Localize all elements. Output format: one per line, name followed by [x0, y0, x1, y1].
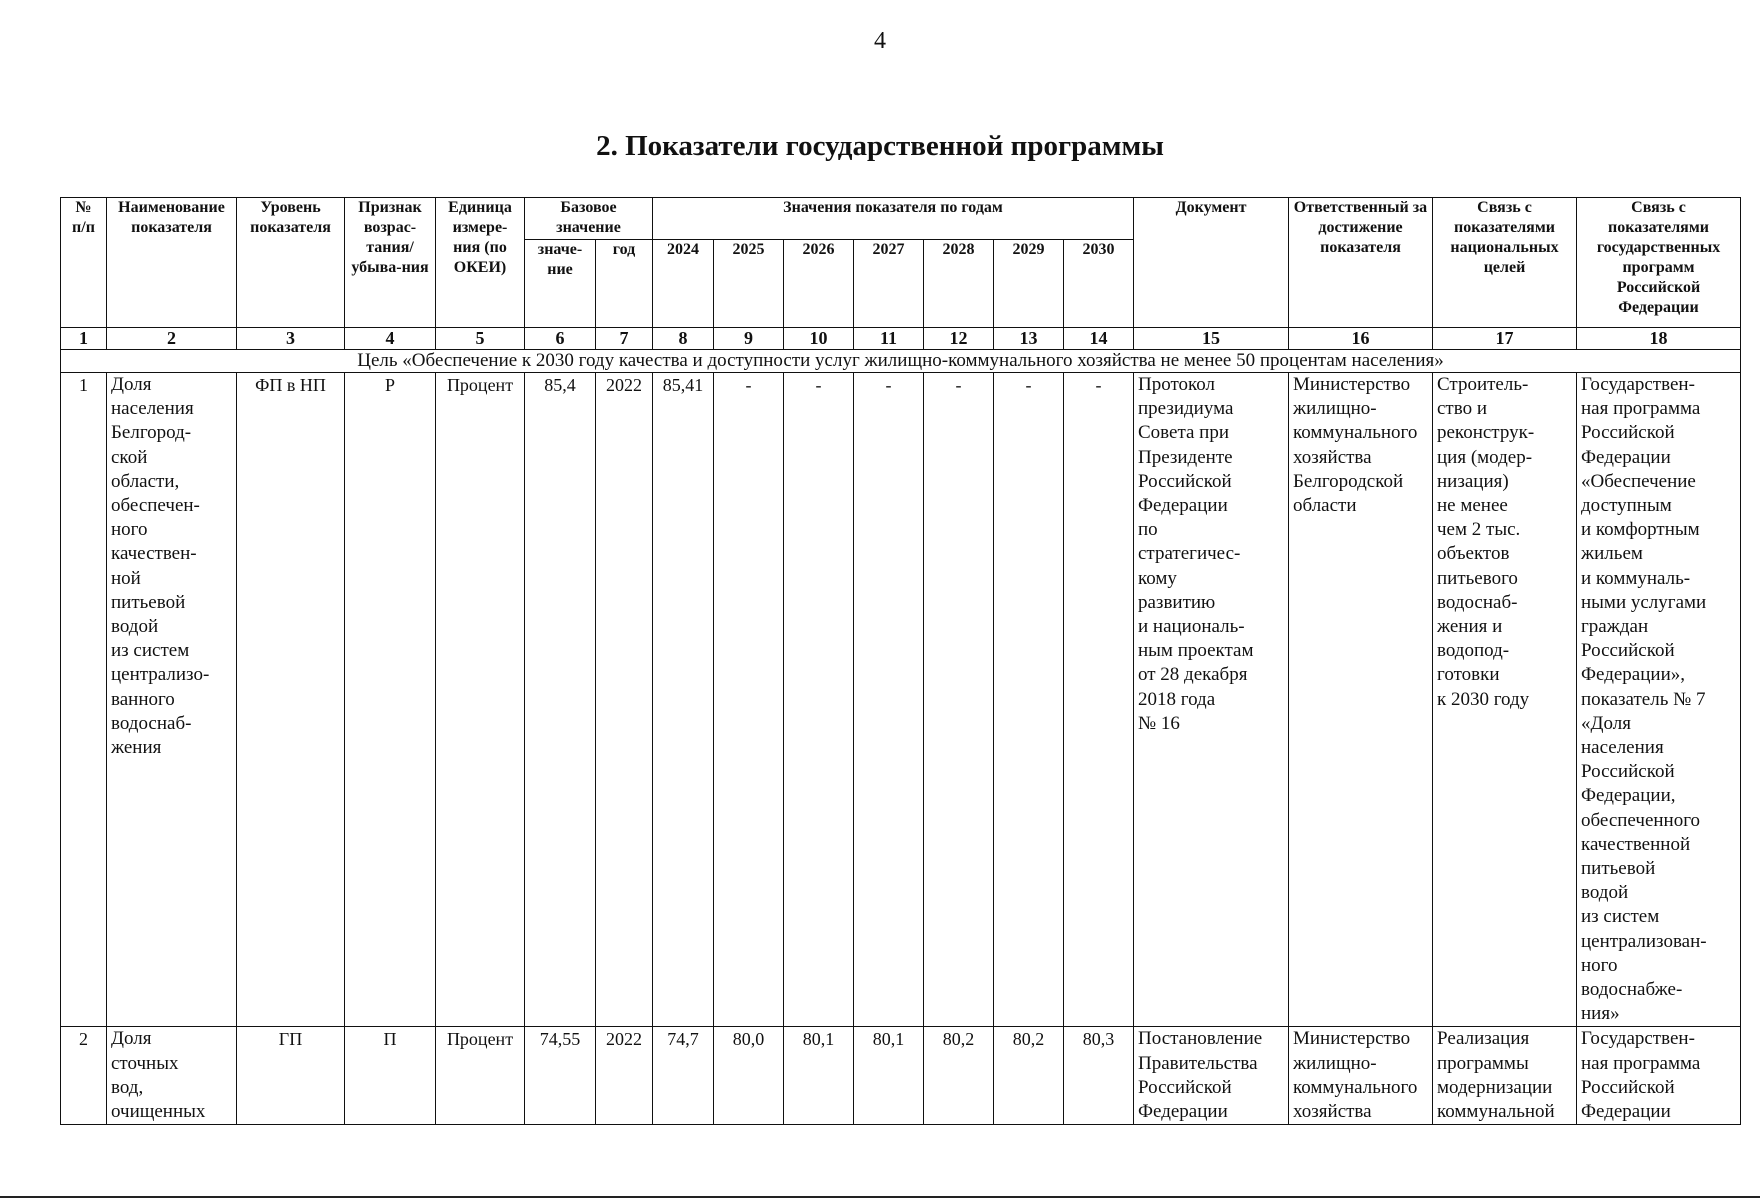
column-number: 5: [436, 328, 525, 350]
column-number: 9: [714, 328, 784, 350]
row-num: 2: [61, 1027, 107, 1125]
link-national-cell: Реализация программы модернизации коммунальной: [1433, 1027, 1577, 1125]
indicators-table: [60, 197, 1741, 1125]
header-year: 2024: [653, 240, 714, 328]
year-value: 74,7: [653, 1027, 714, 1125]
document-cell: Протокол президиума Совета при Президенте Российской Федерации по стратегичес- кому развитию и националь- ным проектам от 28 декабря 2018 года № 16: [1134, 373, 1289, 1027]
header-document: Документ: [1134, 198, 1289, 328]
column-number: 10: [784, 328, 854, 350]
header-name: Наименование показателя: [107, 198, 237, 328]
indicator-sign: П: [345, 1027, 436, 1125]
year-value: 80,2: [924, 1027, 994, 1125]
column-number: 11: [854, 328, 924, 350]
column-number: 13: [994, 328, 1064, 350]
year-value: 80,1: [784, 1027, 854, 1125]
year-value: -: [924, 373, 994, 1027]
indicator-level: ФП в НП: [237, 373, 345, 1027]
column-number: 8: [653, 328, 714, 350]
link-gov-cell: Государствен- ная программа Российской Федерации «Обеспечение доступным и комфортным жильем и коммуналь- ными услугами граждан Российской Федерации», показатель № 7 «Доля населения Российской Федерации, обеспеченного качественной питьевой водой из систем централизован- ного водоснабже- ния»: [1577, 373, 1741, 1027]
header-year: 2028: [924, 240, 994, 328]
year-value: -: [854, 373, 924, 1027]
indicator-level: ГП: [237, 1027, 345, 1125]
header-base: Базовое значение: [525, 198, 653, 240]
base-year: 2022: [596, 373, 653, 1027]
responsible-cell: Министерство жилищно- коммунального хозяйства Белгородской области: [1289, 373, 1433, 1027]
column-number: 17: [1433, 328, 1577, 350]
header-link-national: Связь с показателями национальных целей: [1433, 198, 1577, 328]
header-link-gov: Связь с показателями государственных программ Российской Федерации: [1577, 198, 1741, 328]
link-national-cell: Строитель- ство и реконструк- ция (модер- низация) не менее чем 2 тыс. объектов питьевого водоснаб- жения и водопод- готовки к 2030 году: [1433, 373, 1577, 1027]
base-year: 2022: [596, 1027, 653, 1125]
header-responsible: Ответственный за достижение показателя: [1289, 198, 1433, 328]
indicator-name: Доля сточных вод, очищенных: [107, 1027, 237, 1125]
year-value: 80,1: [854, 1027, 924, 1125]
responsible-cell: Министерство жилищно- коммунального хозяйства: [1289, 1027, 1433, 1125]
column-number: 7: [596, 328, 653, 350]
header-year: 2027: [854, 240, 924, 328]
header-base-year: год: [596, 240, 653, 328]
column-number: 16: [1289, 328, 1433, 350]
header-base-value: значе-ние: [525, 240, 596, 328]
header-year: 2025: [714, 240, 784, 328]
bottom-rule: [0, 1196, 1760, 1198]
table-row: [61, 373, 1741, 1027]
header-sign: Признак возрас-тания/ убыва-ния: [345, 198, 436, 328]
link-gov-cell: Государствен- ная программа Российской Федерации: [1577, 1027, 1741, 1125]
document-cell: Постановление Правительства Российской Федерации: [1134, 1027, 1289, 1125]
base-value: 74,55: [525, 1027, 596, 1125]
year-value: 80,0: [714, 1027, 784, 1125]
year-value: -: [994, 373, 1064, 1027]
column-number: 4: [345, 328, 436, 350]
column-number: 6: [525, 328, 596, 350]
year-value: 80,2: [994, 1027, 1064, 1125]
table-row: [61, 1027, 1741, 1125]
header-year: 2026: [784, 240, 854, 328]
header-years-group: Значения показателя по годам: [653, 198, 1134, 240]
header-year: 2029: [994, 240, 1064, 328]
column-number: 12: [924, 328, 994, 350]
row-num: 1: [61, 373, 107, 1027]
year-value: 85,41: [653, 373, 714, 1027]
header-num: № п/п: [61, 198, 107, 328]
year-value: -: [1064, 373, 1134, 1027]
column-number: 3: [237, 328, 345, 350]
goal-row: Цель «Обеспечение к 2030 году качества и доступности услуг жилищно-коммунального хозяйства не менее 50 процентам населения»: [61, 350, 1741, 373]
page-number: 4: [874, 28, 886, 54]
indicator-sign: Р: [345, 373, 436, 1027]
base-value: 85,4: [525, 373, 596, 1027]
indicator-unit: Процент: [436, 373, 525, 1027]
indicator-name: Доля населения Белгород- ской области, обеспечен- ного качествен- ной питьевой водой из систем централизо- ванного водоснаб- жения: [107, 373, 237, 1027]
year-value: -: [714, 373, 784, 1027]
header-unit: Единица измере-ния (по ОКЕИ): [436, 198, 525, 328]
header-year: 2030: [1064, 240, 1134, 328]
header-level: Уровень показателя: [237, 198, 345, 328]
column-number: 14: [1064, 328, 1134, 350]
year-value: 80,3: [1064, 1027, 1134, 1125]
indicator-unit: Процент: [436, 1027, 525, 1125]
column-number: 1: [61, 328, 107, 350]
column-number: 2: [107, 328, 237, 350]
column-number: 15: [1134, 328, 1289, 350]
column-number: 18: [1577, 328, 1741, 350]
section-title: 2. Показатели государственной программы: [596, 130, 1164, 162]
year-value: -: [784, 373, 854, 1027]
